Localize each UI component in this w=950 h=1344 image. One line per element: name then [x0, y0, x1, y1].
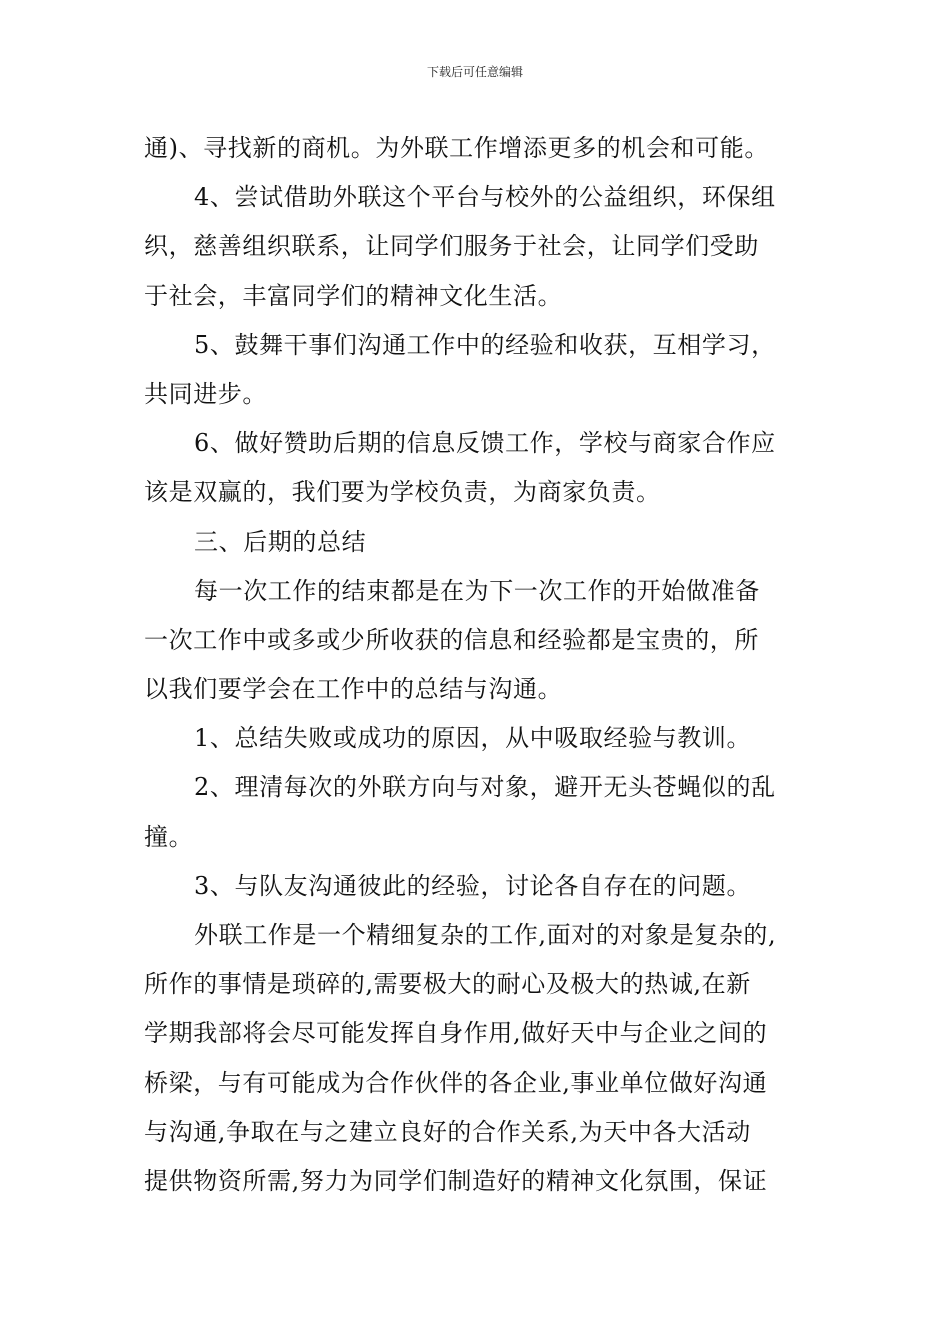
- text-line: 与沟通,争取在与之建立良好的合作关系,为天中各大活动: [144, 1117, 751, 1146]
- text-line: 所作的事情是琐碎的,需要极大的耐心及极大的热诚,在新: [144, 970, 751, 999]
- text-line: 1、总结失败或成功的原因，从中吸取经验与教训。: [194, 724, 752, 753]
- text-line: 撞。: [144, 822, 194, 851]
- text-line: 该是双赢的，我们要为学校负责，为商家负责。: [144, 478, 661, 507]
- text-line: 于社会，丰富同学们的精神文化生活。: [144, 281, 563, 310]
- text-line: 通)、寻找新的商机。为外联工作增添更多的机会和可能。: [144, 134, 769, 162]
- text-line: 2、理清每次的外联方向与对象，避开无头苍蝇似的乱: [194, 773, 776, 802]
- text-line: 外联工作是一个精细复杂的工作,面对的对象是复杂的,: [194, 921, 777, 949]
- text-line: 提供物资所需,努力为同学们制造好的精神文化氛围，保证: [144, 1166, 768, 1195]
- text-line: 6、做好赞助后期的信息反馈工作，学校与商家合作应: [194, 429, 776, 458]
- text-line: 共同进步。: [144, 379, 267, 408]
- text-line: 以我们要学会在工作中的总结与沟通。: [144, 675, 563, 704]
- text-line: 4、尝试借助外联这个平台与校外的公益组织，环保组: [194, 183, 776, 212]
- text-line: 学期我部将会尽可能发挥自身作用,做好天中与企业之间的: [144, 1019, 768, 1048]
- document-body: [144, 124, 814, 1206]
- text-line: 一次工作中或多或少所收获的信息和经验都是宝贵的，所: [144, 625, 759, 654]
- page-header: 下载后可任意编辑: [426, 65, 523, 79]
- text-line: 桥梁，与有可能成为合作伙伴的各企业,事业单位做好沟通: [144, 1068, 768, 1097]
- text-line: 5、鼓舞干事们沟通工作中的经验和收获，互相学习，: [194, 330, 776, 359]
- text-line: 3、与队友沟通彼此的经验，讨论各自存在的问题。: [194, 871, 752, 900]
- text-line: 织，慈善组织联系，让同学们服务于社会，让同学们受助: [144, 232, 759, 261]
- text-line: 每一次工作的结束都是在为下一次工作的开始做准备: [194, 576, 760, 605]
- text-line: 三、后期的总结: [194, 527, 367, 556]
